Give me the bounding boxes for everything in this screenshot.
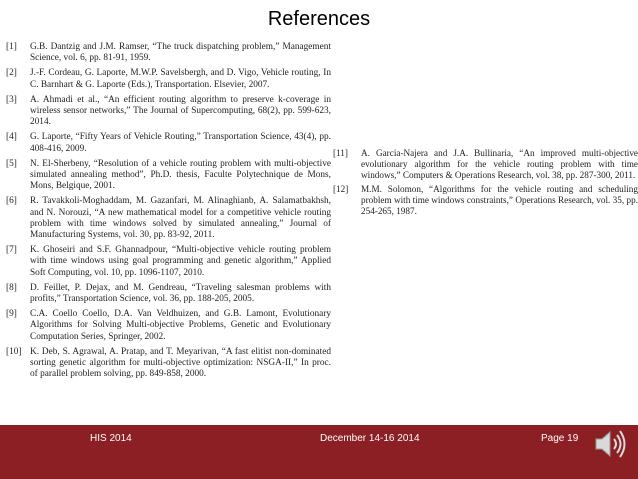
reference-item: [6, 245, 331, 279]
reference-number: [2]: [6, 68, 17, 79]
reference-item: [6, 68, 331, 90]
reference-number: [3]: [6, 94, 17, 105]
reference-item: [6, 42, 331, 64]
reference-item: [6, 95, 331, 129]
reference-item: [6, 309, 331, 343]
reference-text: M.M. Solomon, “Algorithms for the vehicle routing and scheduling problem with time windows constraints,” Operations Research, vol. 35, pp. 254-265, 1987.: [361, 184, 638, 216]
reference-text: J.-F. Cordeau, G. Laporte, M.W.P. Savelsbergh, and D. Vigo, Vehicle routing, In C. Barnhart & G. Laporte (Eds.), Transportation. Elsevier, 2007.: [30, 68, 331, 90]
slide-title: References: [267, 8, 371, 30]
reference-text: K. Deb, S. Agrawal, A. Pratap, and T. Meyarivan, “A fast elitist non-dominated sorting genetic algorithm for multi-objective optimization: NSGA-II,” In proc. of parallel problem solving, pp. 849-858, 2000.: [30, 346, 331, 380]
footer-conference: HIS 2014: [90, 433, 132, 444]
reference-item: [6, 196, 331, 241]
footer-bar: [0, 425, 638, 479]
reference-text: A. Ahmadi et al., “An efficient routing algorithm to preserve k-coverage in wireless sensor networks,” The Journal of Supercomputing, 68(2), pp. 599-623, 2014.: [30, 94, 331, 128]
reference-item: [333, 184, 638, 217]
reference-number: [7]: [6, 245, 17, 256]
reference-item: [6, 132, 331, 154]
reference-text: R. Tavakkoli-Moghaddam, M. Gazanfari, M. Alinaghianb, A. Salamatbakhsh, and N. Norouzi, “A new mathematical model for a competitive vehicle routing problem with time windows solved by simulated annealing,” Journal of Manufacturing Systems, vol. 30, pp. 83-92, 2011.: [30, 196, 331, 241]
references-left-column: [6, 42, 331, 384]
reference-text: G. Laporte, “Fifty Years of Vehicle Routing,” Transportation Science, 43(4), pp. 408-416, 2009.: [30, 132, 331, 154]
reference-number: [6]: [6, 196, 17, 207]
reference-text: A. Garcia-Najera and J.A. Bullinaria, “An improved multi-objective evolutionary algorithm for the vehicle routing problem with time windows,” Computers & Operations Research, vol. 38, pp. 287-300, 2011.: [361, 148, 638, 180]
reference-number: [4]: [6, 132, 17, 143]
reference-number: [12]: [333, 184, 349, 194]
reference-text: K. Ghoseiri and S.F. Ghannadpour, “Multi-objective vehicle routing problem with time windows using goal programming and genetic algorithm,” Applied Soft Computing, vol. 10, pp. 1096-1107, 2010.: [30, 245, 331, 278]
reference-text: N. El-Sherbeny, “Resolution of a vehicle routing problem with multi-objective simulated annealing method”, Ph.D. thesis, Faculte Polytechnique de Mons, Mons, Belgique, 2001.: [30, 158, 331, 192]
references-right-column: [333, 148, 638, 220]
reference-item: [6, 347, 331, 381]
reference-number: [8]: [6, 282, 17, 293]
reference-text: D. Feillet, P. Dejax, and M. Gendreau, “Traveling salesman problems with profits,” Transportation Science, vol. 36, pp. 188-205, 2005.: [30, 282, 331, 305]
speaker-icon[interactable]: [590, 424, 630, 464]
reference-text: G.B. Dantzig and J.M. Ramser, “The truck dispatching problem,” Management Science, vol. 6, pp. 81-91, 1959.: [30, 42, 331, 64]
reference-number: [10]: [6, 346, 22, 357]
reference-text: C.A. Coello Coello, D.A. Van Veldhuizen, and G.B. Lamont, Evolutionary Algorithms for Solving Multi-objective Problems, Genetic and Evolutionary Computation Series, Springer, 2002.: [30, 309, 331, 342]
reference-number: [1]: [6, 42, 17, 52]
footer-page-number: Page 19: [541, 433, 579, 444]
footer-date: December 14-16 2014: [320, 433, 420, 444]
reference-number: [5]: [6, 158, 17, 169]
reference-number: [9]: [6, 309, 17, 320]
reference-item: [6, 159, 331, 193]
reference-number: [11]: [333, 148, 348, 158]
reference-item: [6, 283, 331, 305]
reference-item: [333, 148, 638, 181]
